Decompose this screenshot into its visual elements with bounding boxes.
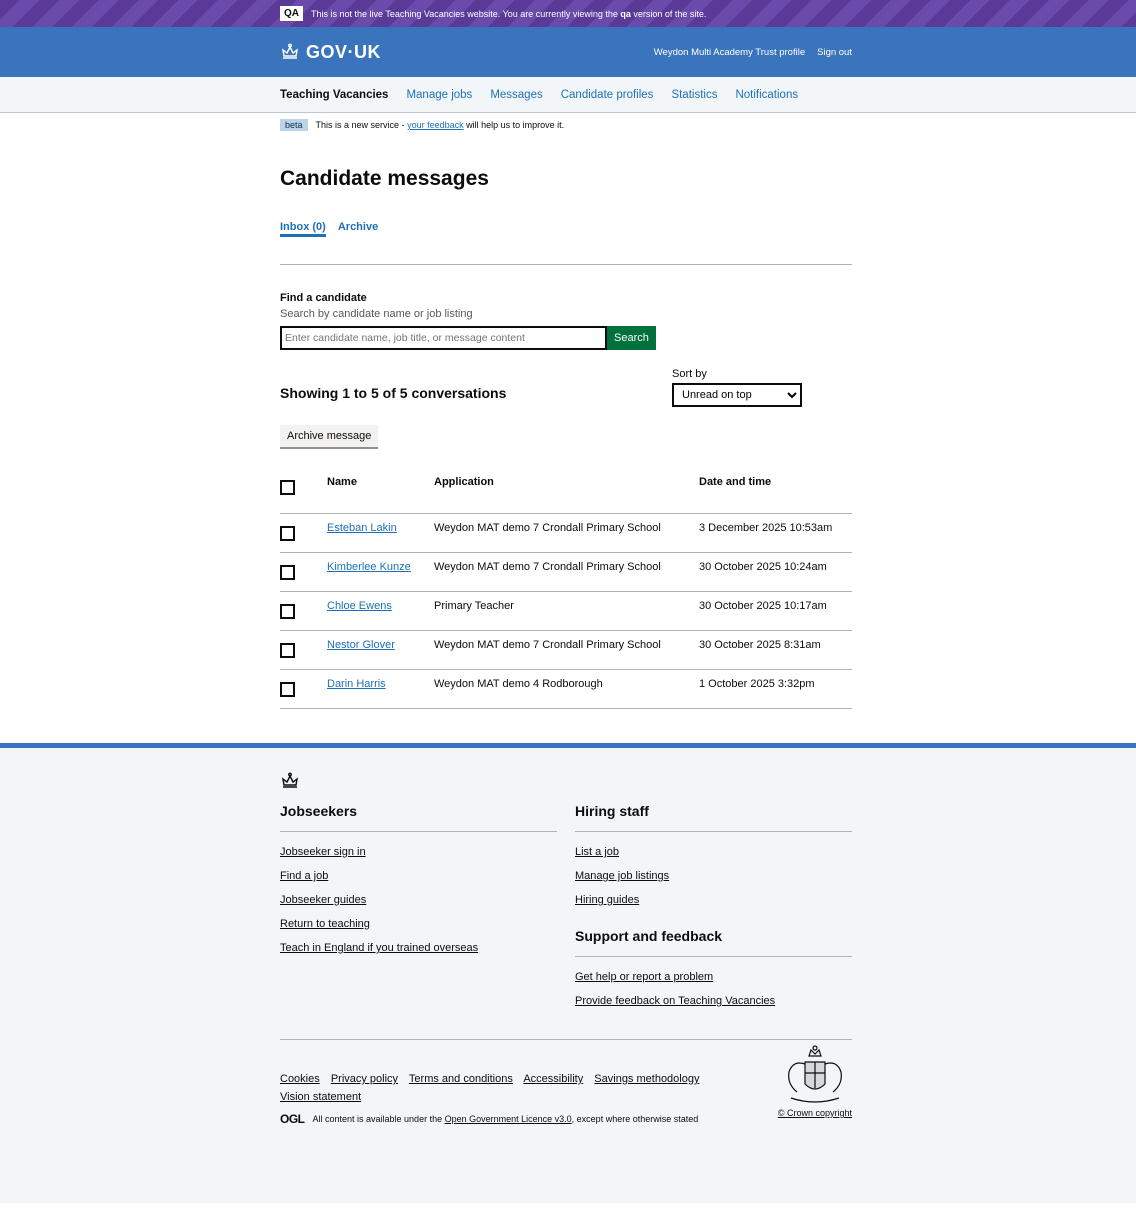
- site-footer: [0, 743, 1136, 1203]
- search-input[interactable]: [280, 326, 607, 350]
- footer-meta-links: [280, 1070, 740, 1106]
- nav-messages[interactable]: Messages: [490, 89, 543, 101]
- logo-text: GOV·UK: [306, 41, 381, 62]
- crest-block: [778, 1042, 852, 1126]
- table-header-row: [280, 472, 852, 514]
- nav-statistics[interactable]: Statistics: [671, 89, 718, 101]
- table-row: [280, 514, 852, 553]
- search-form: [280, 326, 852, 350]
- footer-meta-link[interactable]: Savings methodology: [594, 1073, 700, 1085]
- select-all-checkbox[interactable]: [280, 480, 295, 495]
- qa-tag: QA: [280, 6, 303, 21]
- footer-meta-link[interactable]: Privacy policy: [330, 1073, 399, 1085]
- footer-link[interactable]: Hiring guides: [575, 894, 640, 906]
- date-cell: 30 October 2025 10:17am: [699, 592, 852, 631]
- footer-link[interactable]: Manage job listings: [575, 870, 670, 882]
- nav-manage-jobs[interactable]: Manage jobs: [406, 89, 473, 101]
- footer-meta-link[interactable]: Accessibility: [523, 1073, 584, 1085]
- table-row: [280, 670, 852, 709]
- page-title: Candidate messages: [280, 167, 489, 190]
- royal-coat-of-arms-icon: [779, 1042, 851, 1106]
- qa-banner: [0, 0, 1136, 27]
- org-profile-link[interactable]: Weydon Multi Academy Trust profile: [653, 46, 806, 58]
- header-nav: [654, 47, 852, 58]
- archive-message-button[interactable]: Archive message: [280, 425, 378, 447]
- tab-inbox[interactable]: Inbox (0): [280, 221, 326, 237]
- application-cell: Weydon MAT demo 4 Rodborough: [434, 670, 699, 709]
- ogl-logo: OGL: [280, 1112, 305, 1126]
- conversations-table: [280, 472, 852, 709]
- table-row: [280, 553, 852, 592]
- footer-meta-link[interactable]: Terms and conditions: [408, 1073, 513, 1085]
- date-cell: 3 December 2025 10:53am: [699, 514, 852, 553]
- service-name[interactable]: Teaching Vacancies: [280, 89, 389, 101]
- application-cell: Weydon MAT demo 7 Crondall Primary School: [434, 553, 699, 592]
- application-cell: Weydon MAT demo 7 Crondall Primary School: [434, 514, 699, 553]
- qa-banner-text: This is not the live Teaching Vacancies website. You are currently viewing the qa version of the site.: [311, 8, 707, 19]
- row-checkbox[interactable]: [280, 682, 295, 697]
- application-cell: Weydon MAT demo 7 Crondall Primary School: [434, 631, 699, 670]
- site-header: [0, 27, 1136, 77]
- footer-hiring-title: Hiring staff: [575, 803, 852, 832]
- search-button[interactable]: Search: [607, 326, 656, 350]
- sort-label: Sort by: [672, 368, 707, 380]
- search-hint: Search by candidate name or job listing: [280, 308, 473, 320]
- footer-link[interactable]: Find a job: [280, 870, 329, 882]
- crown-icon: [280, 772, 300, 790]
- govuk-logo-link[interactable]: [280, 42, 381, 63]
- sort-select[interactable]: [672, 383, 802, 407]
- date-cell: 30 October 2025 8:31am: [699, 631, 852, 670]
- footer-jobseekers: [280, 803, 557, 1019]
- application-cell: Primary Teacher: [434, 592, 699, 631]
- licence-link[interactable]: Open Government Licence v3.0: [444, 1114, 572, 1124]
- sort-control: [672, 368, 852, 407]
- footer-divider: [280, 1039, 852, 1040]
- footer-link[interactable]: List a job: [575, 846, 620, 858]
- footer-link[interactable]: Teach in England if you trained overseas: [280, 942, 479, 954]
- message-tabs: [280, 221, 852, 265]
- licence: [280, 1112, 740, 1126]
- nav-notifications[interactable]: Notifications: [735, 89, 799, 101]
- nav-candidate-profiles[interactable]: Candidate profiles: [560, 89, 654, 101]
- date-cell: 1 October 2025 3:32pm: [699, 670, 852, 709]
- phase-text: This is a new service - your feedback will help us to improve it.: [315, 120, 565, 130]
- phase-banner: [280, 113, 852, 137]
- header-name: Name: [327, 472, 434, 514]
- row-checkbox[interactable]: [280, 604, 295, 619]
- sign-out-link[interactable]: Sign out: [817, 46, 852, 58]
- tab-archive[interactable]: Archive: [337, 221, 379, 233]
- results-count: Showing 1 to 5 of 5 conversations: [280, 385, 507, 401]
- candidate-link[interactable]: Darin Harris: [327, 678, 386, 690]
- footer-link[interactable]: Get help or report a problem: [575, 971, 714, 983]
- footer-hiring: [575, 803, 852, 1019]
- footer-link[interactable]: Jobseeker guides: [280, 894, 367, 906]
- beta-tag: beta: [280, 119, 308, 131]
- crown-icon: [280, 43, 300, 61]
- licence-text: All content is available under the Open Government Licence v3.0, except where otherwise stated: [312, 1114, 699, 1124]
- table-row: [280, 631, 852, 670]
- search-label: Find a candidate: [280, 292, 367, 304]
- header-application: Application: [434, 472, 699, 514]
- footer-meta: [280, 1070, 852, 1126]
- table-row: [280, 592, 852, 631]
- service-navigation: [0, 77, 1136, 113]
- results-header: [280, 368, 852, 407]
- row-checkbox[interactable]: [280, 643, 295, 658]
- row-checkbox[interactable]: [280, 526, 295, 541]
- candidate-link[interactable]: Chloe Ewens: [327, 600, 392, 612]
- crown-copyright-link[interactable]: © Crown copyright: [777, 1108, 852, 1118]
- footer-link[interactable]: Return to teaching: [280, 918, 370, 930]
- footer-support-title: Support and feedback: [575, 928, 852, 957]
- date-cell: 30 October 2025 10:24am: [699, 553, 852, 592]
- row-checkbox[interactable]: [280, 565, 295, 580]
- footer-meta-link[interactable]: Vision statement: [280, 1091, 362, 1103]
- footer-link[interactable]: Jobseeker sign in: [280, 846, 366, 858]
- feedback-link[interactable]: your feedback: [407, 120, 464, 130]
- candidate-link[interactable]: Esteban Lakin: [327, 522, 397, 534]
- candidate-link[interactable]: Kimberlee Kunze: [327, 561, 411, 573]
- footer-link[interactable]: Provide feedback on Teaching Vacancies: [575, 995, 776, 1007]
- candidate-link[interactable]: Nestor Glover: [327, 639, 395, 651]
- footer-jobseekers-title: Jobseekers: [280, 803, 557, 832]
- header-date: Date and time: [699, 472, 852, 514]
- footer-meta-link[interactable]: Cookies: [280, 1073, 320, 1085]
